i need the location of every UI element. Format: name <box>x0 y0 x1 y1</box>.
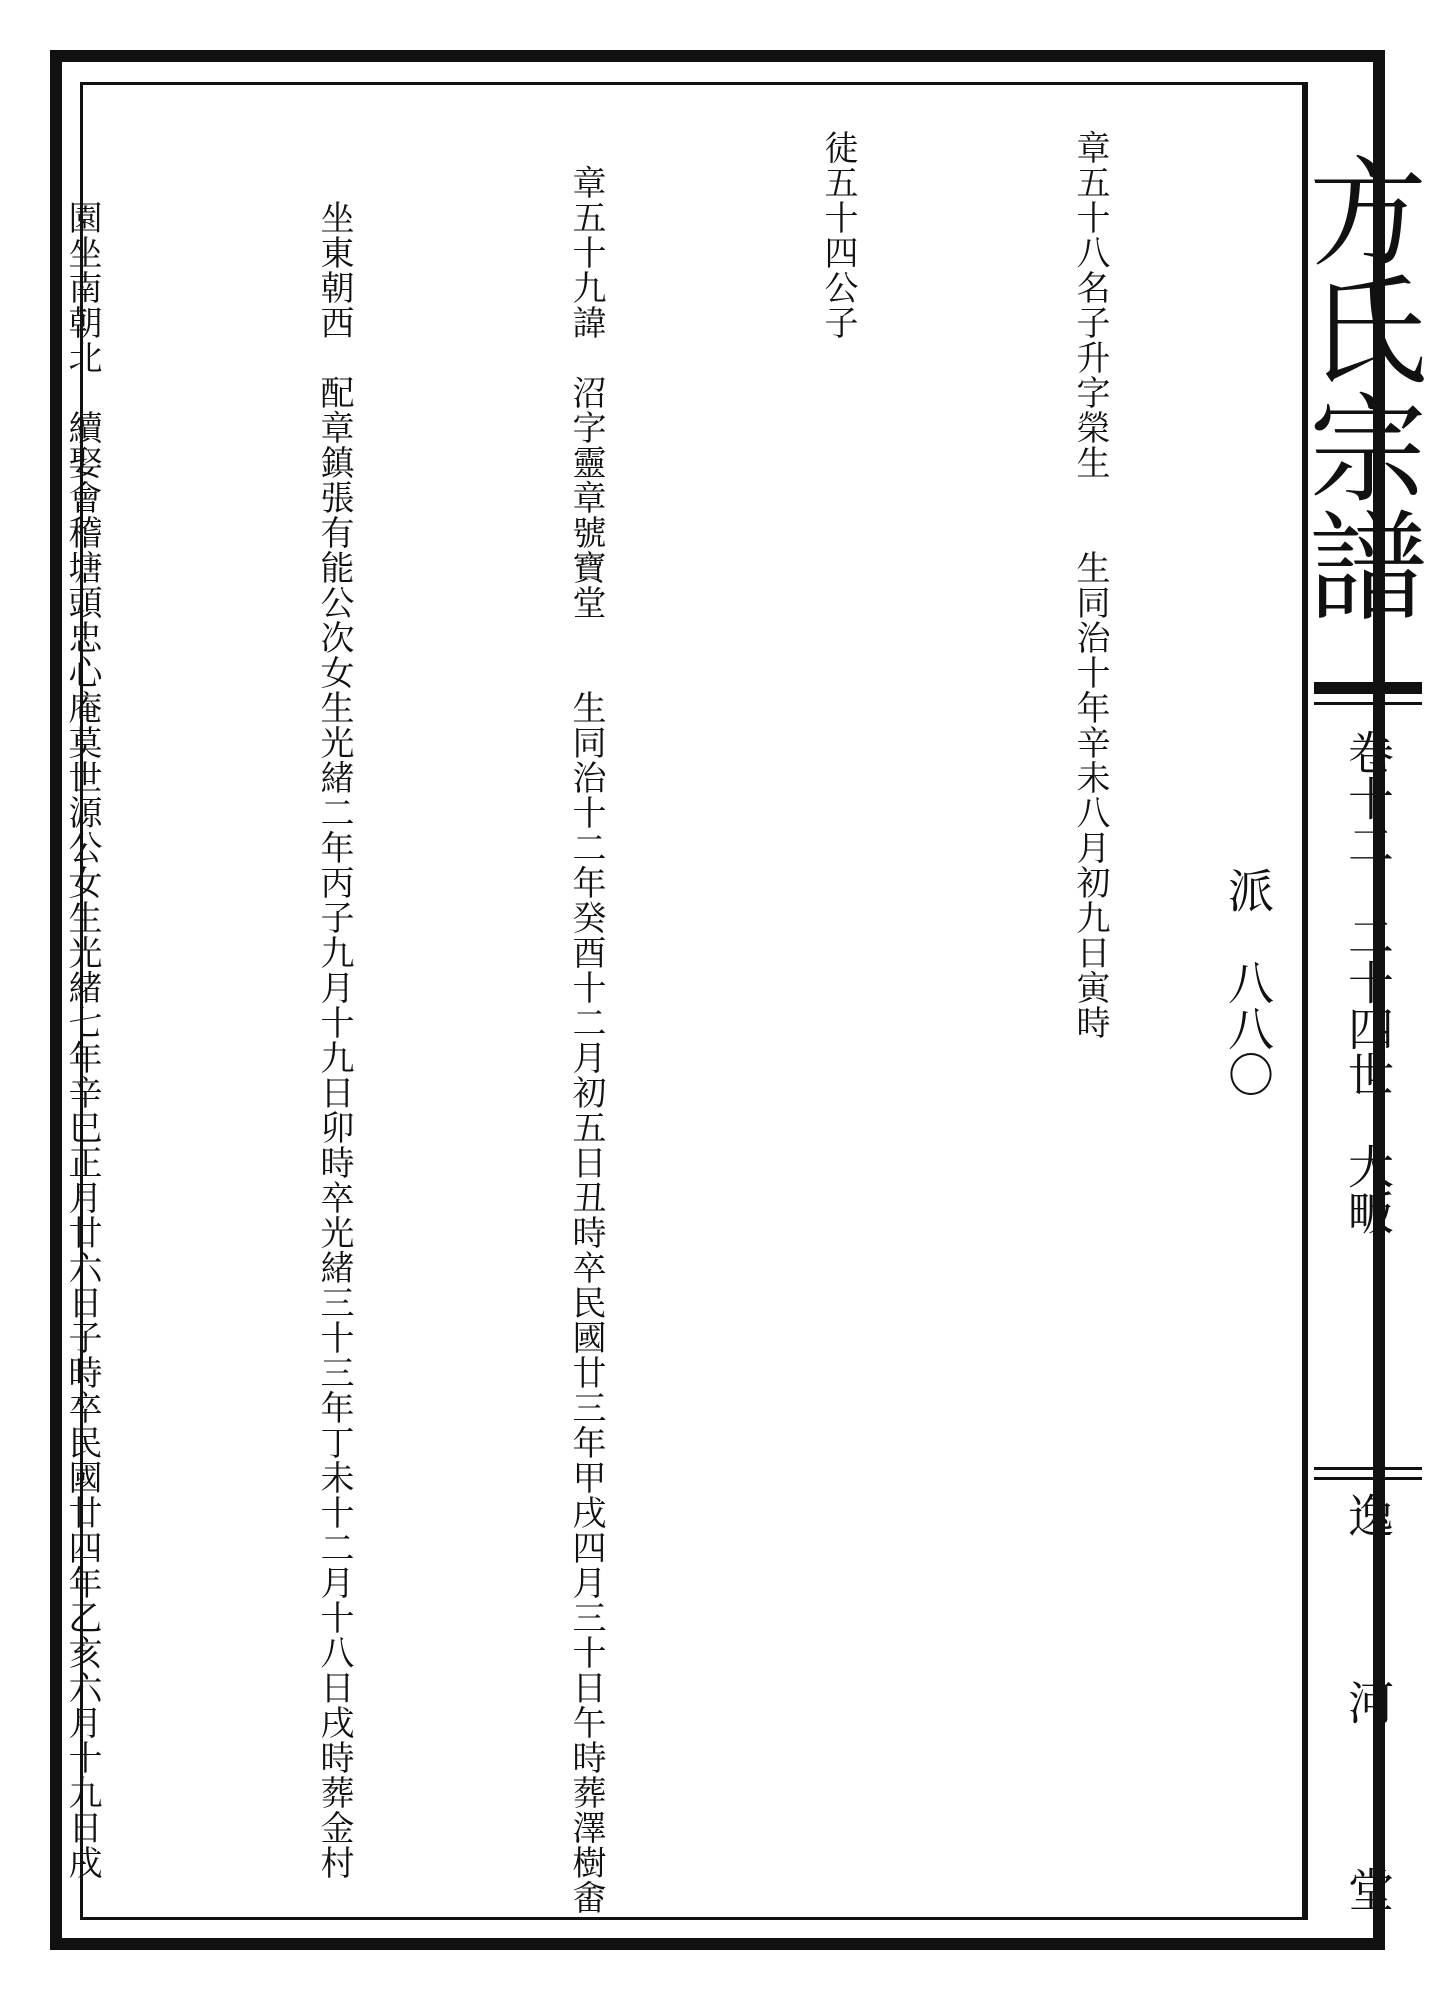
text-column: 章五十九諱 沼字靈章號寶堂 生同治十二年癸酉十二月初五日丑時卒民國廿三年甲戌四月三十日午時葬澤樹畬 <box>566 130 606 1915</box>
hall-divider-top <box>1314 1467 1422 1470</box>
text-column: 坐東朝西 配章鎮張有能公次女生光緒二年丙子九月十九日卯時卒光緒三十三年丁未十二月十八日戌時葬金村 <box>314 130 354 1880</box>
hall-divider-bottom <box>1314 1477 1422 1480</box>
title-band <box>1221 82 1428 1920</box>
book-title: 方氏宗譜 <box>1289 151 1427 623</box>
genealogy-text <box>62 130 1300 1915</box>
volume-line: 卷十二 二十四世 大畈派 八八〇 <box>1221 729 1395 1235</box>
title-bar-thin <box>1314 702 1422 705</box>
text-column: 章五十八名子升字榮生 生同治十年辛未八月初九日寅時 <box>1070 130 1110 1040</box>
hall-name: 逸 河 堂 <box>1341 1492 1395 1912</box>
text-column: 園坐南朝北 續娶會稽塘頭忠心庵莫世源公女生光緒七年辛巳正月廿六日子時卒民國廿四年乙亥六月十九日戌 <box>62 130 102 1880</box>
title-bar <box>1314 682 1422 694</box>
text-column: 徒五十四公子 <box>818 130 858 340</box>
